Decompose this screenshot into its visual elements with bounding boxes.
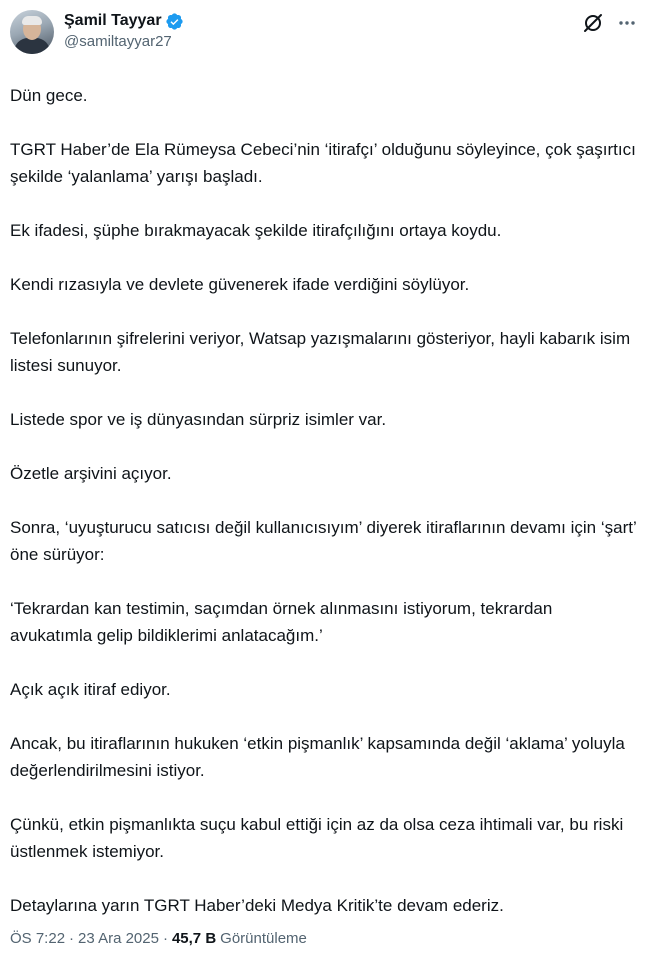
tweet-paragraph: Ancak, bu itiraflarının hukuken ‘etkin pişmanlık’ kapsamında değil ‘aklama’ yoluyla değerlendirilmesini istiyor. xyxy=(10,734,625,780)
avatar-suit xyxy=(14,38,50,54)
verified-badge-icon[interactable] xyxy=(165,12,184,31)
avatar-hair xyxy=(22,16,42,25)
tweet-header xyxy=(10,10,638,60)
grok-slash-icon[interactable] xyxy=(582,12,604,34)
tweet-paragraph: Dün gece. xyxy=(10,86,88,105)
display-name-row xyxy=(64,10,184,32)
tweet-paragraph: Açık açık itiraf ediyor. xyxy=(10,680,171,699)
handle[interactable]: @samiltayyar27 xyxy=(64,33,172,50)
author-info xyxy=(64,10,184,50)
tweet-paragraph: Sonra, ‘uyuşturucu satıcısı değil kullanıcısıyım’ diyerek itiraflarının devamı için ‘şart’ öne sürüyor: xyxy=(10,518,637,564)
more-options-icon[interactable] xyxy=(616,12,638,34)
tweet-paragraph: TGRT Haber’de Ela Rümeysa Cebeci’nin ‘itirafçı’ olduğunu söyleyince, çok şaşırtıcı şekilde ‘yalanlama’ yarışı başladı. xyxy=(10,140,636,186)
tweet-paragraph: Özetle arşivini açıyor. xyxy=(10,464,172,483)
tweet-paragraph: ‘Tekrardan kan testimin, saçımdan örnek alınmasını istiyorum, tekrardan avukatımla gelip bildiklerimi anlatacağım.’ xyxy=(10,599,553,645)
tweet-paragraph: Detaylarına yarın TGRT Haber’deki Medya Kritik’te devam ederiz. xyxy=(10,896,504,915)
tweet-paragraph: Kendi rızasıyla ve devlete güvenerek ifade verdiğini söylüyor. xyxy=(10,275,470,294)
display-name[interactable]: Şamil Tayyar xyxy=(64,12,162,29)
views-label: Görüntüleme xyxy=(220,930,307,947)
avatar[interactable] xyxy=(10,10,54,54)
tweet-meta xyxy=(10,930,307,947)
tweet-text xyxy=(10,82,638,919)
tweet-date[interactable]: 23 Ara 2025 xyxy=(78,930,159,947)
tweet-paragraph: Ek ifadesi, şüphe bırakmayacak şekilde itirafçılığını ortaya koydu. xyxy=(10,221,502,240)
meta-separator: · xyxy=(162,930,168,947)
tweet-paragraph: Telefonlarının şifrelerini veriyor, Watsap yazışmalarını gösteriyor, hayli kabarık isim listesi sunuyor. xyxy=(10,329,631,375)
header-actions xyxy=(582,12,638,34)
tweet-paragraph: Çünkü, etkin pişmanlıkta suçu kabul ettiği için az da olsa ceza ihtimali var, bu riski üstlenmek istemiyor. xyxy=(10,815,624,861)
meta-separator: · xyxy=(69,930,75,947)
views-count[interactable]: 45,7 B xyxy=(171,930,217,947)
tweet-time[interactable]: ÖS 7:22 xyxy=(10,930,66,947)
tweet-paragraph: Listede spor ve iş dünyasından sürpriz isimler var. xyxy=(10,410,387,429)
